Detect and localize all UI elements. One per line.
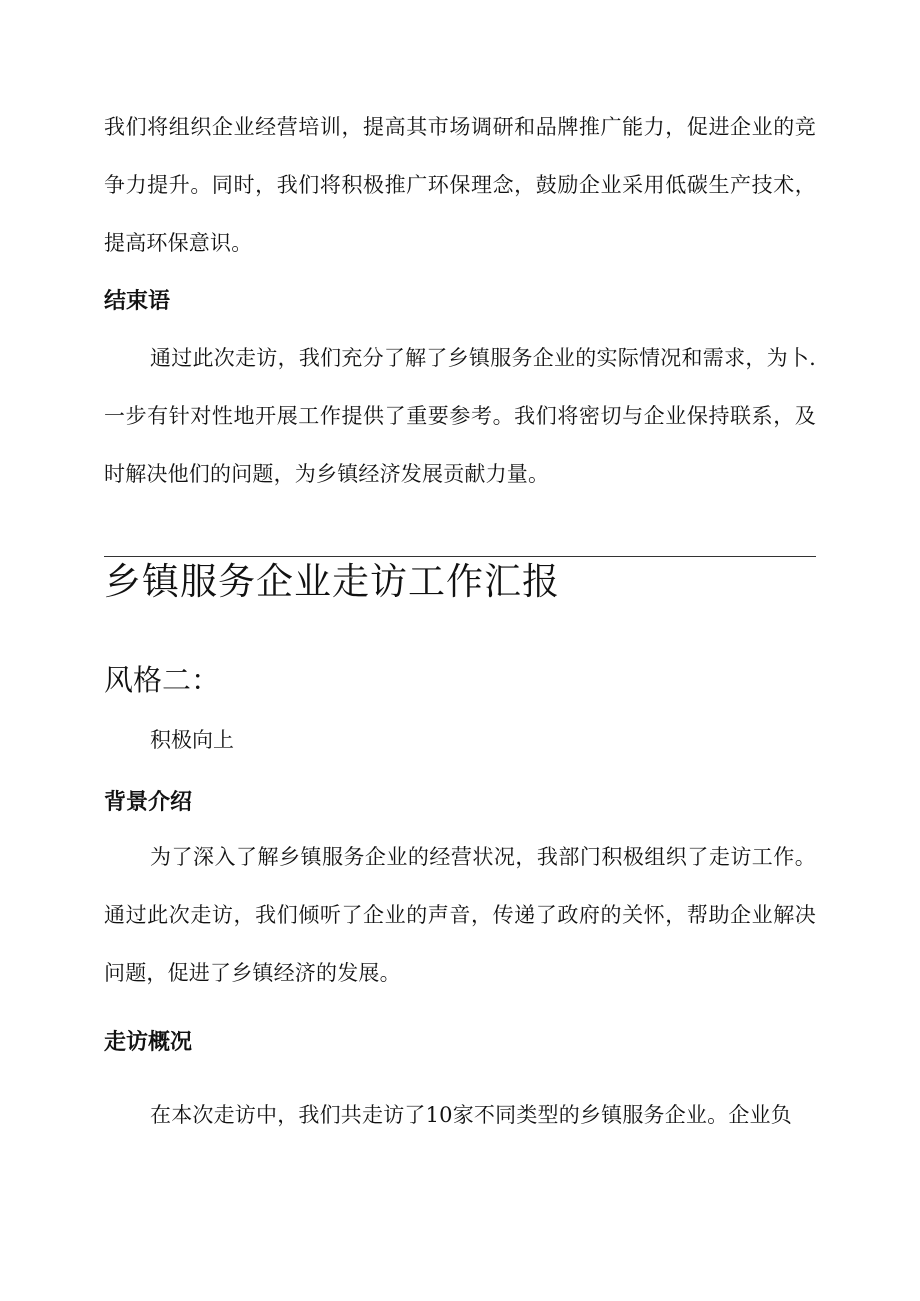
overview-paragraph: 在本次走访中，我们共走访了10家不同类型的乡镇服务企业。企业负	[150, 1103, 792, 1127]
intro-paragraph: 我们将组织企业经营培训，提高其市场调研和品牌推广能力，促进企业的竞争力提升。同时，我们将积极推广环保理念，鼓励企业采用低碳生产技术，提高环保意识。	[104, 115, 816, 255]
style-description: 积极向上	[150, 728, 234, 752]
background-paragraph: 为了深入了解乡镇服务企业的经营状况，我部门积极组织了走访工作。通过此次走访，我们倾听了企业的声音，传递了政府的关怀，帮助企业解决问题，促进了乡镇经济的发展。	[104, 845, 816, 985]
style-label: 风格二：	[104, 663, 221, 697]
background-heading: 背景介绍	[104, 790, 193, 815]
conclusion-heading: 结束语	[104, 289, 171, 314]
overview-heading: 走访概况	[104, 1030, 193, 1055]
conclusion-paragraph: 通过此次走访，我们充分了解了乡镇服务企业的实际情况和需求，为卜.一步有针对性地开展工作提供了重要参考。我们将密切与企业保持联系，及时解决他们的问题，为乡镇经济发展贡献力量。	[104, 346, 816, 486]
report-title: 乡镇服务企业走访工作汇报	[104, 560, 560, 603]
section-divider	[104, 556, 816, 557]
